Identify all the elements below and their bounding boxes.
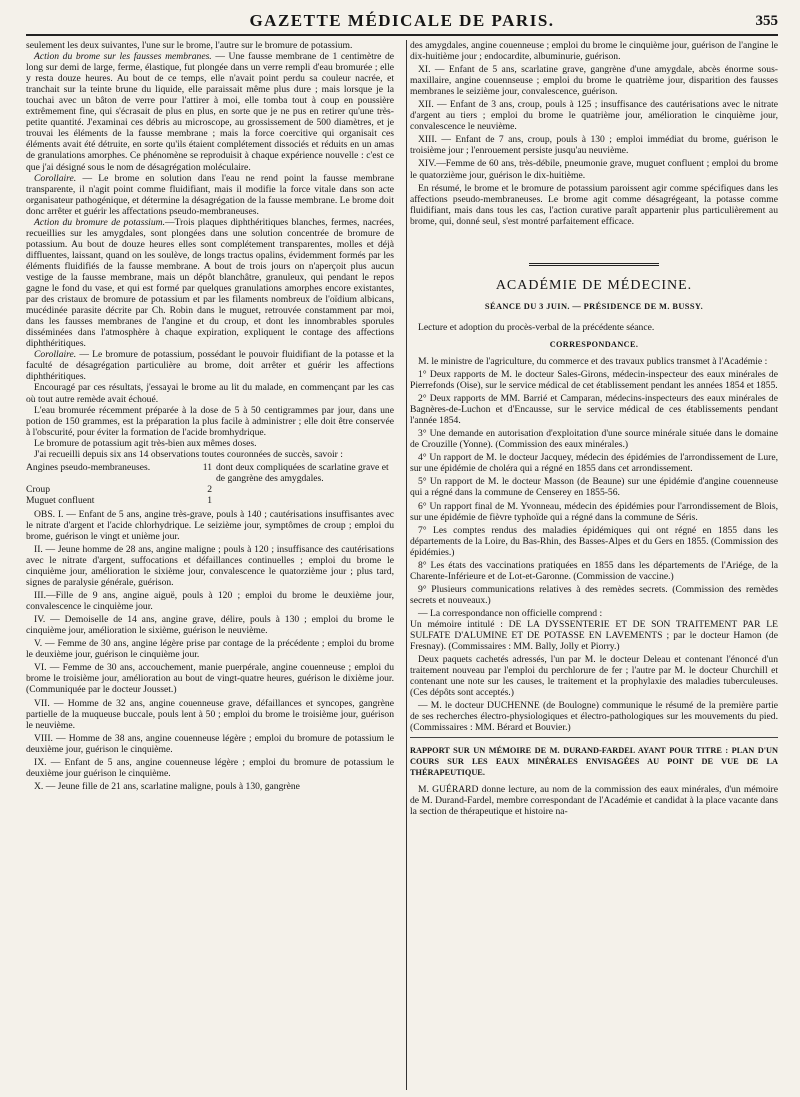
page-header <box>26 10 778 36</box>
table-cell-count: 11 <box>202 461 212 473</box>
paragraph-paquets: Deux paquets cachetés adressés, l'un par M. le docteur Deleau et contenant l'énoncé d'un traitement nouveau par l'emploi du perchlorure de fer ; l'autre par M. le docteur Churchill et contenant une note sur les causes, le traitement et la prophylaxie des maladies tuberculeuses. (Ces dépôts sont acceptés.) <box>410 654 778 699</box>
table-cell-count: 2 <box>207 483 212 495</box>
left-column <box>26 40 394 1090</box>
paragraph-encourage: Encouragé par ces résultats, j'essayai le brome au lit du malade, en commençant par les cas où tout autre remède avait échoué. <box>26 382 394 405</box>
observation-3: III.—Fille de 9 ans, angine aiguë, pouls à 120 ; emploi du brome le deuxième jour, convalescence le cinquième jour. <box>26 590 394 613</box>
table-row <box>26 484 394 495</box>
paragraph-corollaire-2: Corollaire. — Le bromure de potassium, possédant le pouvoir fluidifiant de la potasse et la faculté de désagrégation particulière au brome, doit arrêter et guérir les affections diphthéritiques. <box>26 349 394 383</box>
observation-14: XIV.—Femme de 60 ans, très-débile, pneumonie grave, muguet confluent ; emploi du brome le quatorzième jour, guérison le dix-huitième. <box>410 158 778 181</box>
right-column <box>410 40 778 1090</box>
two-column-body <box>26 40 778 1090</box>
rapport-heading: RAPPORT SUR UN MÉMOIRE DE M. DURAND-FARDEL AYANT POUR TITRE : PLAN D'UN COURS SUR LES EAUX MINÉRALES ENVISAGÉES AU POINT DE VUE DE LA THÉRAPEUTIQUE. <box>410 746 778 777</box>
table-row <box>26 495 394 506</box>
correspondance-item-1: 1° Deux rapports de M. le docteur Sales-Girons, médecin-inspecteur des eaux minérales de Pierrefonds (Oise), sur le service médical de cet établissement pendant les années 1854 et 1855. <box>410 368 778 392</box>
academy-title: ACADÉMIE DE MÉDECINE. <box>495 277 693 293</box>
observation-12: XII. — Enfant de 3 ans, croup, pouls à 125 ; insuffisance des cautérisations avec le nitrate d'argent au tiers ; emploi du brome le quatrième jour, amélioration le cinquième jour, convalescence le neuvième. <box>410 99 778 133</box>
table-cell-note <box>216 495 394 506</box>
correspondance-item-5: 5° Un rapport de M. le docteur Masson (de Beaune) sur une épidémie d'angine couenneuse qui a régné dans la commune de Censerey en 1855-56. <box>410 476 778 499</box>
paragraph-duchenne: — M. le docteur DUCHENNE (de Boulogne) communique le résumé de la première partie de ses recherches électro-physiologiques et électro-pathologiques sur les mouvements du pied. (Commissaires : MM. Bérard et Bouvier.) <box>410 700 778 734</box>
observation-9: IX. — Enfant de 5 ans, angine couenneuse légère ; emploi du bromure de potassium le deuxième jour guérison le cinquième. <box>26 756 394 779</box>
correspondance-item-2: 2° Deux rapports de MM. Barrié et Camparan, médecins-inspecteurs des eaux minérales de Bagnères-de-Luchon et d'Encausse, sur le service médical de ces établissements pendant l'année 1854. <box>410 393 778 427</box>
paragraph-bromure: Action du bromure de potassium.—Trois plaques diphthéritiques blanches, fermes, nacrées, recueillies sur les amygdales, sont plongées dans une solution concentrée de bromure de potassium. Au bout de douze heures elles sont complétement transparentes, molles et déjà diffluentes, laissant, quand on les soulève, de longs tractus opalins, évidemment formés par les éléments fluidifiés de la fausse membrane. A bout de trois jours on n'aperçoit plus aucun vestige de la fausse membrane, mais un dépôt blanchâtre, granuleux, qui pendant le repos gagne le fond du vase, et qui est formé par quelques granulations amorphes encore existantes, par des cristaux de bromure de potassium et par les filaments nombreux de l'oïdium albicans, mucédinée parasite décrite par Ch. Robin dans le muguet, retrouvée constamment par moi, dans les fausses membranes de l'angine et du croup, et dont les innombrables sporules disséminées dans l'atmosphère à chaque expiration, expliquent le contage des affections diphthéritiques. <box>26 216 394 350</box>
paragraph-eau-bromuree: L'eau bromurée récemment préparée à la dose de 5 à 50 centigrammes par jour, dans une potion de 150 grammes, est la préparation la plus facile à administrer ; elle doit être conservée à l'obscurité, pour éviter la formation de l'acide bromhydrique. <box>26 404 394 438</box>
paragraph-non-officielle: — La correspondance non officielle comprend : <box>418 607 603 619</box>
table-cell-note: dont deux compliquées de scarlatine grave et de gangrène des amygdales. <box>216 461 389 484</box>
journal-title: GAZETTE MÉDICALE DE PARIS. <box>249 11 555 30</box>
section-divider <box>529 263 659 266</box>
table-cell-label: Muguet confluent <box>26 494 95 506</box>
observation-11: XI. — Enfant de 5 ans, scarlatine grave, gangrène d'une amygdale, abcès énorme sous-maxillaire, angine couennseuse ; emploi du brome le quatrième jour, disparition des fausses membranes le seizième jour, convalescence, guérison. <box>410 64 778 98</box>
correspondance-item-4: 4° Un rapport de M. le docteur Jacquey, médecin des épidémies de l'arrondissement de Lure, sur une épidémie de choléra qui a régné en 1855 dans cet arrondissement. <box>410 452 778 475</box>
table-cell-count: 1 <box>207 494 212 506</box>
observation-10-continued: des amygdales, angine couenneuse ; emploi du brome le cinquième jour, guérison de l'angine le dix-huitième jour ; endocardite, albuminurie, guérison. <box>410 40 778 63</box>
observation-5: V. — Femme de 30 ans, angine légère prise par contage de la précédente ; emploi du brome le deuxième jour, guérison le cinquième jour. <box>26 638 394 661</box>
observation-7: VII. — Homme de 32 ans, angine couenneuse grave, défaillances et syncopes, gangrène partielle de la muqueuse buccale, pouls lent à 50 ; emploi du brome le troisième jour, guérison le neuvième. <box>26 697 394 731</box>
observation-8: VIII. — Homme de 38 ans, angine couenneuse légère ; emploi du bromure de potassium le deuxième jour, guérison le cinquième. <box>26 732 394 755</box>
observations-table <box>26 462 394 506</box>
observation-4: IV. — Demoiselle de 14 ans, angine grave, délire, pouls à 130 ; emploi du brome le cinquième jour, amélioration le sixième, guérison le neuvième. <box>26 614 394 637</box>
table-cell-label: Angines pseudo-membraneuses. <box>26 461 151 473</box>
paragraph-guerard: M. GUÉRARD donne lecture, au nom de la commission des eaux minérales, d'un mémoire de M. Durand-Fardel, membre correspondant de l'Académie et candidat à la place vacante dans la section de thérapeutique et histoire na- <box>410 784 778 818</box>
paragraph-lecture: Lecture et adoption du procès-verbal de la précédente séance. <box>418 321 655 333</box>
session-heading: SÉANCE DU 3 JUIN. — PRÉSIDENCE DE M. BUSSY. <box>484 301 704 311</box>
paragraph-resume: En résumé, le brome et le bromure de potassium paroissent agir comme spécifiques dans les affections pseudo-membraneuses. Le brome agit comme désagrégeant, la potasse comme fluidifiant, mais dans tous les cas, l'action curative paraît appartenir plus particulièrement au brome, qui, donné seul, s'est montré parfaitement efficace. <box>410 182 778 227</box>
paragraph-heading: Corollaire. <box>34 349 77 361</box>
table-cell-note <box>216 484 394 495</box>
correspondance-item-6: 6° Un rapport final de M. Yvonneau, médecin des épidémies pour l'arrondissement de Blois, sur une épidémie de fièvre typhoïde qui a régné dans la commune de Séris. <box>410 500 778 523</box>
paragraph-fausses-membranes: Action du brome sur les fausses membranes. — Une fausse membrane de 1 centimètre de long sur demi de large, ferme, élastique, fut plongée dans un verre rempli d'eau bromurée ; elle y resta douze heures. Au bout de ce temps, elle n'avait point perdu sa couleur nacrée, et tranchait sur la teinte brune du liquide, elle paraissait même plus dure ; mais lorsque je la touchai avec un bâton de verre pour l'attirer à moi, elle tomba tout à coup en poussière extrêmement fine, qui s'écrasait de plus en plus, en sorte que je ne pus en retirer qu'une très-petite quantité. J'examinai ces débris au microscope, au grossissement de 500 diamètres, et je trouvai les éléments de la fausse membrane ; mais la force coercitive qui organisait ces éléments avait été détruite, en sorte qu'ils étaient complétement dissociés et réduits en un amas de granulations amorphes. Ce phénomène se reproduisit à chaque expérience nouvelle : c'est ce que j'ai désigné sous le nom de désagrégation moléculaire. <box>26 51 394 173</box>
paragraph-heading: Action du bromure de potassium. <box>34 216 165 228</box>
paragraph-recueilli: J'ai recueilli depuis six ans 14 observations toutes couronnées de succès, savoir : <box>34 448 343 460</box>
observation-1: OBS. I. — Enfant de 5 ans, angine très-grave, pouls à 140 ; cautérisations insuffisantes avec le nitrate d'argent et l'acide chlorhydrique. Le seizième jour, symptômes de croup ; emploi du brome, guérison le vingt et unième jour. <box>26 508 394 542</box>
paragraph-ministre: M. le ministre de l'agriculture, du commerce et des travaux publics transmet à l'Académie : <box>418 355 768 367</box>
observation-2: II. — Jeune homme de 28 ans, angine maligne ; pouls à 120 ; insuffisance des cautérisations avec le nitrate d'argent, suffocations et défaillances continuelles ; emploi du brome le cinquième jour, amélioration le sixième jour, convalescence le quatorzième jour ; plus tard, signes de paralysie générale, guérison. <box>26 543 394 589</box>
correspondance-item-7: 7° Les comptes rendus des maladies épidémiques qui ont régné en 1855 dans les départements de la Loire, du Bas-Rhin, des Basses-Alpes et du Gers en 1855. (Commission des épidémies.) <box>410 524 778 558</box>
page-number: 355 <box>755 13 778 29</box>
paragraph-heading: Action du brome sur les fausses membranes. <box>34 51 212 63</box>
observation-13: XIII. — Enfant de 7 ans, croup, pouls à 130 ; emploi immédiat du brome, guérison le troisième jour ; l'enrouement persiste jusqu'au neuvième. <box>410 134 778 157</box>
intro-paragraph: seulement les deux suivantes, l'une sur le brome, l'autre sur le bromure de potassium. <box>26 40 353 51</box>
paragraph-heading: Corollaire. <box>34 172 77 184</box>
paragraph-bromure-agit: Le bromure de potassium agit très-bien aux mêmes doses. <box>34 437 257 449</box>
observation-10: X. — Jeune fille de 21 ans, scarlatine maligne, pouls à 130, gangrène <box>34 780 300 792</box>
divider <box>410 737 778 738</box>
correspondance-item-8: 8° Les états des vaccinations pratiquées en 1855 dans les départements de l'Ariége, de la Charente-Inférieure et de Lot-et-Garonne. (Commission de vaccine.) <box>410 559 778 582</box>
correspondance-item-9: 9° Plusieurs communications relatives à des remèdes secrets. (Commission des remèdes secrets et nouveaux.) <box>410 583 778 606</box>
paragraph-corollaire-1: Corollaire. — Le brome en solution dans l'eau ne rend point la fausse membrane transparente, il n'agit point comme fluidifiant, mais il modifie la force vitale dans son acte organisateur pathogénique, et détermine la désagrégation de la fausse membrane. Le brome doit donc arrêter et guérir les affectations pseudo-membraneuses. <box>26 172 394 217</box>
column-separator <box>406 40 407 1090</box>
table-row <box>26 462 394 484</box>
correspondance-heading: CORRESPONDANCE. <box>549 339 639 349</box>
observation-6: VI. — Femme de 30 ans, accouchement, manie puerpérale, angine couenneuse ; emploi du brome le troisième jour, amélioration au bout de vingt-quatre heures, guérison le dixième jour. (Communiquée par le docteur Jousset.) <box>26 662 394 696</box>
table-cell-label: Croup <box>26 483 50 495</box>
paragraph-memoire: Un mémoire intitulé : DE LA DYSSENTERIE ET DE SON TRAITEMENT PAR LE SULFATE D'ALUMINE ET DE POTASSE EN LAVEMENTS ; par le docteur Hamon (de Fresnay). (Commissaires : MM. Bally, Jolly et Piorry.) <box>410 618 778 653</box>
correspondance-item-3: 3° Une demande en autorisation d'exploitation d'une source minérale située dans le domaine de Crouzille (Yonne). (Commission des eaux minérales.) <box>410 428 778 451</box>
